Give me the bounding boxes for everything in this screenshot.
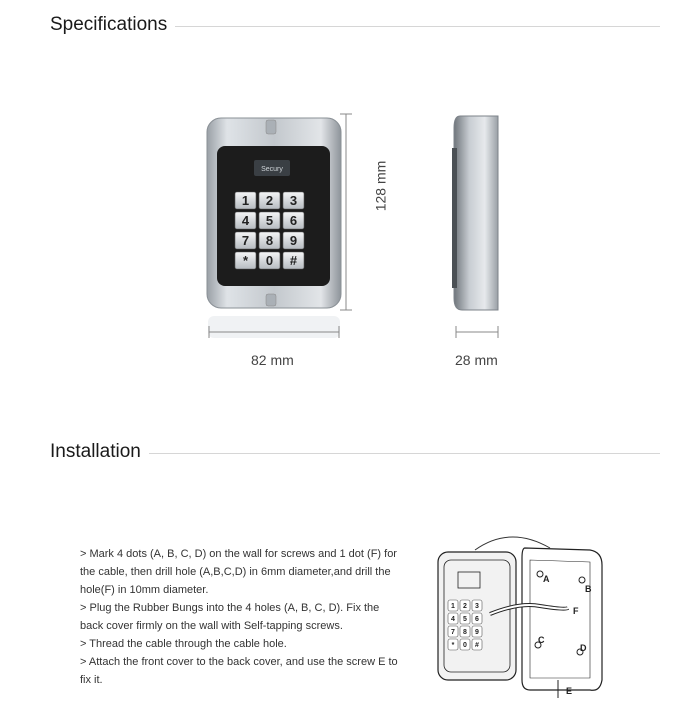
- height-dimension-label: 128 mm: [372, 160, 389, 212]
- key-label: 1: [451, 603, 455, 611]
- diagram-label-d: D: [580, 643, 587, 653]
- key-label: 2: [463, 603, 467, 611]
- key-label: 7: [241, 233, 250, 249]
- key-label: 3: [289, 193, 298, 209]
- key-label: *: [242, 253, 249, 269]
- key-label: #: [289, 253, 298, 269]
- key-label: 6: [475, 616, 479, 624]
- specifications-divider: [175, 26, 660, 27]
- specifications-title: Specifications: [50, 14, 168, 35]
- height-dimension-line: [330, 108, 360, 318]
- key-label: 8: [265, 233, 274, 249]
- diagram-label-f: F: [573, 606, 579, 616]
- keypad-side-view: [440, 108, 510, 318]
- key-label: 5: [463, 616, 467, 624]
- key-label: 2: [265, 193, 274, 209]
- brand-logo: Secury: [261, 166, 283, 173]
- key-label: 4: [241, 213, 250, 229]
- key-label: #: [475, 642, 479, 650]
- depth-dimension-label: 28 mm: [455, 352, 498, 368]
- key-label: 6: [289, 213, 298, 229]
- depth-dimension-line: [452, 322, 502, 342]
- key-label: *: [451, 642, 455, 650]
- key-label: 8: [463, 629, 467, 637]
- specifications-heading: [50, 14, 660, 36]
- diagram-label-e: E: [566, 686, 573, 696]
- key-label: 9: [475, 629, 479, 637]
- installation-step: > Mark 4 dots (A, B, C, D) on the wall for screws and 1 dot (F) for the cable, then drill hole (A,B,C,D) in 6mm diameter,and drill the hole(F) in 10mm diameter.: [80, 548, 397, 596]
- installation-step: > Thread the cable through the cable hole.: [80, 638, 287, 650]
- diagram-label-a: A: [543, 574, 550, 584]
- width-dimension-label: 82 mm: [251, 352, 294, 368]
- diagram-label-c: C: [538, 635, 545, 645]
- key-label: 4: [451, 616, 455, 624]
- installation-step: > Plug the Rubber Bungs into the 4 holes (A, B, C, D). Fix the back cover firmly on the wall with Self-tapping screws.: [80, 602, 380, 632]
- key-label: 1: [241, 193, 250, 209]
- installation-heading: [50, 441, 660, 463]
- key-label: 5: [265, 213, 274, 229]
- width-dimension-line: [205, 322, 345, 342]
- key-label: 0: [265, 253, 274, 269]
- key-label: 9: [289, 233, 298, 249]
- installation-diagram: [430, 530, 620, 705]
- installation-divider: [149, 453, 660, 454]
- key-label: 3: [475, 603, 479, 611]
- installation-steps: [80, 545, 400, 689]
- key-label: 7: [451, 629, 455, 637]
- diagram-label-b: B: [585, 584, 592, 594]
- installation-title: Installation: [50, 441, 141, 462]
- installation-step: > Attach the front cover to the back cover, and use the screw E to fix it.: [80, 656, 398, 686]
- key-label: 0: [463, 642, 467, 650]
